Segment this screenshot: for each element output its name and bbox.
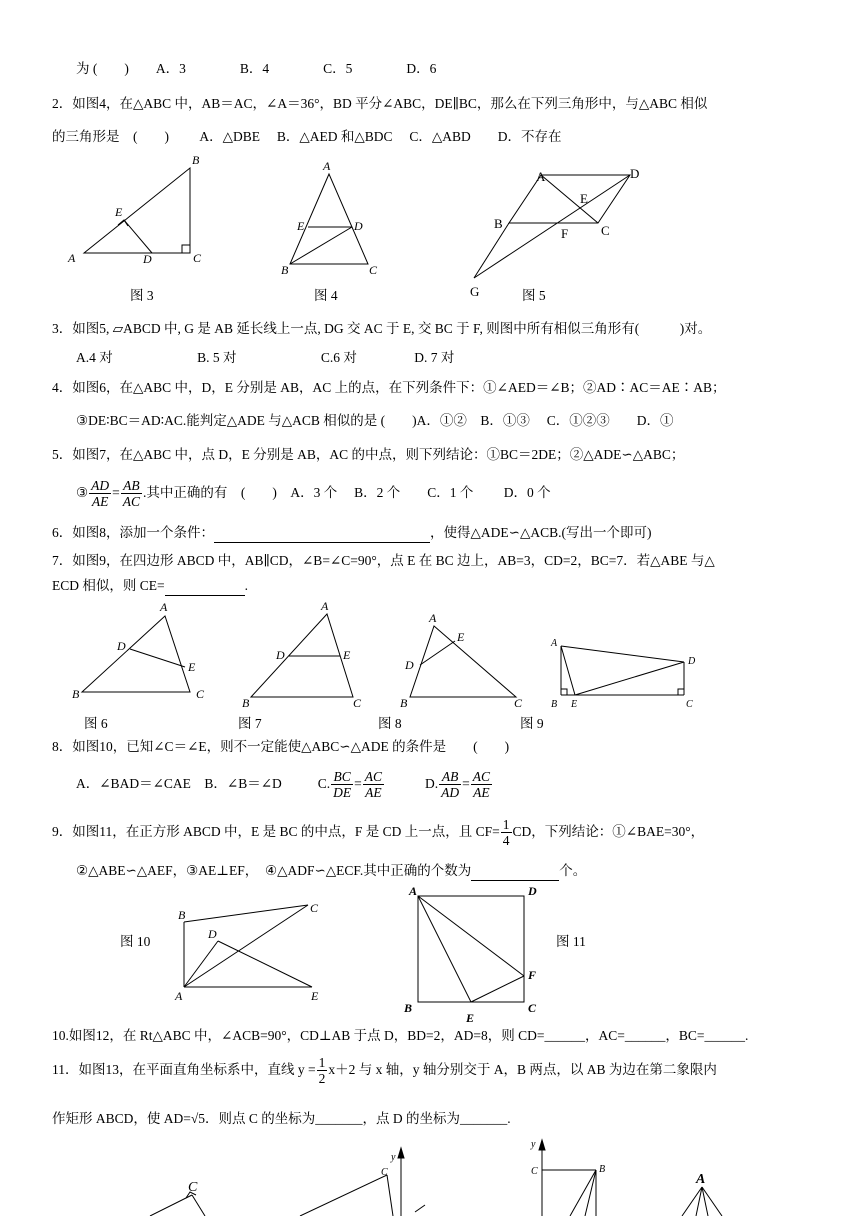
figure-10 xyxy=(174,901,319,1003)
fig11-label-f: F xyxy=(528,968,537,982)
fig12-label-c: C xyxy=(188,1180,198,1195)
fig5-label-g: G xyxy=(470,284,480,299)
fig4-label-e: E xyxy=(297,219,305,233)
fig3-label-d: D xyxy=(143,252,152,266)
fig7-label-e: E xyxy=(343,648,351,662)
fig9-caption: 图 9 xyxy=(520,716,544,731)
fig9-label-c: C xyxy=(686,699,693,710)
fig7-label-c: C xyxy=(353,696,362,710)
fig4-label-b: B xyxy=(281,263,289,277)
q9-line1: 9．如图11，在正方形 ABCD 中，E 是 BC 的中点，F 是 CD 上一点，且 CF= $\frac{1}{4}$ CD，下列结论：①∠BAE=30°， xyxy=(52,817,705,849)
q7-line1: 7．如图9，在四边形 ABCD 中，AB∥CD，∠B=∠C=90°，点 E 在 BC 边上，AB=3，CD=2，BC=7．若△ABE 与△ xyxy=(52,553,715,568)
fig4-caption: 图 4 xyxy=(314,288,338,303)
fig5-label-b: B xyxy=(494,216,503,231)
q6-line: 6．如图8，添加一个条件： ，使得△ADE∽△ACB.(写出一个即可) xyxy=(52,524,651,543)
q1-tail: 为 ( ) A．3 B．4 C．5 D．6 xyxy=(76,61,437,76)
fig9-label-e: E xyxy=(571,699,578,710)
q3-line1: 3．如图5, ▱ABCD 中, G 是 AB 延长线上一点, DG 交 AC 于 E, 交 BC 于 F, 则图中所有相似三角形有( )对。 xyxy=(52,321,712,336)
fig3-label-a: A xyxy=(68,251,76,265)
fig6-label-e: E xyxy=(188,660,196,674)
q4-line2: ③DE∶BC＝AD∶AC.能判定△ADE 与△ACB 相似的是 ( )A．①② B．①③ C．①②③ D．① xyxy=(76,413,674,428)
figure-9 xyxy=(550,638,696,710)
fig14-label-y: y xyxy=(531,1139,536,1150)
fig13-label-y: y xyxy=(391,1152,396,1163)
fig5-label-f: F xyxy=(561,226,569,241)
fig11-label-a: A xyxy=(409,884,418,898)
q11-line2: 作矩形 ABCD，使 AD=√5．则点 C 的坐标为_______，点 D 的坐标为_______. xyxy=(52,1111,511,1126)
fig7-caption: 图 7 xyxy=(238,716,262,731)
fig8-label-c: C xyxy=(514,696,523,710)
fig9-label-a: A xyxy=(551,638,558,649)
fig10-caption: 图 10 xyxy=(120,934,151,949)
q7-line2: ECD 相似，则 CE= . xyxy=(52,577,248,596)
fig7-label-b: B xyxy=(242,696,250,710)
q2-line2: 的三角形是 ( ) A．△DBE B．△AED 和△BDC C．△ABD D．不存在 xyxy=(52,129,562,144)
fig15-label-a: A xyxy=(696,1172,706,1187)
figure-15-partial xyxy=(682,1172,722,1216)
fig6-caption: 图 6 xyxy=(84,716,108,731)
fig11-label-d: D xyxy=(528,884,537,898)
fig5-caption: 图 5 xyxy=(522,288,546,303)
fig8-label-e: E xyxy=(457,630,465,644)
fig7-label-d: D xyxy=(276,648,285,662)
fig13-label-c: C xyxy=(381,1167,388,1178)
fig8-caption: 图 8 xyxy=(378,716,402,731)
q5-line1: 5．如图7，在△ABC 中，点 D，E 分别是 AB，AC 的中点，则下列结论：①BC＝2DE；②△ADE∽△ABC； xyxy=(52,447,685,462)
q4-line1: 4．如图6，在△ABC 中，D，E 分别是 AB，AC 上的点，在下列条件下：①∠AED＝∠B；②AD∶AC＝AE∶AB； xyxy=(52,380,726,395)
figure-6 xyxy=(72,600,205,701)
fig11-label-e: E xyxy=(466,1011,475,1025)
fig8-label-a: A xyxy=(429,611,437,625)
q8-options: A．∠BAD＝∠CAE B．∠B＝∠D C. $\frac{BC}{DE}$ = $\frac{AC}{AE}$ D. $\frac{AB}{AD}$ = $\frac{AC}{AE}$ xyxy=(76,769,491,801)
fig11-label-b: B xyxy=(404,1001,413,1015)
fig7-label-a: A xyxy=(321,599,329,613)
figure-12-partial xyxy=(150,1180,205,1216)
fig9-label-d: D xyxy=(688,656,696,667)
fig11-label-c: C xyxy=(528,1001,537,1015)
fig3-label-e: E xyxy=(115,205,123,219)
fig10-label-d: D xyxy=(208,927,217,941)
fig10-label-e: E xyxy=(311,989,319,1003)
figure-11 xyxy=(403,884,537,1025)
fig14-label-c: C xyxy=(531,1166,538,1177)
q2-line1: 2．如图4，在△ABC 中，AB＝AC，∠A＝36°，BD 平分∠ABC，DE∥BC，那么在下列三角形中，与△ABC 相似 xyxy=(52,96,708,111)
fig4-label-c: C xyxy=(369,263,378,277)
q11-line1: 11．如图13，在平面直角坐标系中，直线 y = $\frac{1}{2}$ x＋2 与 x 轴，y 轴分别交于 A，B 两点，以 AB 为边在第二象限内 xyxy=(52,1055,717,1087)
fig6-label-c: C xyxy=(196,687,205,701)
fig3-label-b: B xyxy=(192,153,200,167)
fig6-label-d: D xyxy=(117,639,126,653)
figure-7 xyxy=(242,599,362,710)
fig5-label-a: A xyxy=(536,169,546,184)
figure-14-partial xyxy=(530,1139,605,1216)
figure-5 xyxy=(470,166,639,299)
figure-8 xyxy=(400,611,523,710)
fig5-label-e: E xyxy=(580,191,588,206)
fig11-caption: 图 11 xyxy=(556,934,586,949)
fig5-label-c: C xyxy=(601,223,610,238)
fig4-label-d: D xyxy=(354,219,363,233)
fig10-label-a: A xyxy=(175,989,183,1003)
fig6-label-a: A xyxy=(160,600,168,614)
fig10-label-c: C xyxy=(310,901,319,915)
fig3-caption: 图 3 xyxy=(130,288,154,303)
fig8-label-b: B xyxy=(400,696,408,710)
fig4-label-a: A xyxy=(323,159,331,173)
fig8-label-d: D xyxy=(405,658,414,672)
q9-line2: ②△ABE∽△AEF，③AE⊥EF， ④△ADF∽△ECF.其中正确的个数为 个。 xyxy=(76,862,586,881)
figure-4 xyxy=(281,159,378,277)
fig9-label-b: B xyxy=(551,699,558,710)
fig14-label-b: B xyxy=(599,1164,606,1175)
fig6-label-b: B xyxy=(72,687,80,701)
figure-13-partial xyxy=(300,1148,425,1216)
fig3-label-c: C xyxy=(193,251,202,265)
figure-3 xyxy=(67,153,202,266)
q10-line: 10.如图12，在 Rt△ABC 中，∠ACB=90°，CD⊥AB 于点 D，BD=2，AD=8，则 CD=______，AC=______，BC=______. xyxy=(52,1028,749,1043)
q3-options: A.4 对 B. 5 对 C.6 对 D. 7 对 xyxy=(76,350,455,365)
q8-line1: 8．如图10，已知∠C＝∠E，则不一定能使△ABC∽△ADE 的条件是 ( ) xyxy=(52,739,510,754)
q5-line2: ③ $\frac{AD}{AE}$ = $\frac{AB}{AC}$ .其中正确的有 ( ) A．3 个 B．2 个 C．1 个 D．0 个 xyxy=(76,478,551,510)
fig10-label-b: B xyxy=(178,908,186,922)
fig5-label-d: D xyxy=(630,166,640,181)
